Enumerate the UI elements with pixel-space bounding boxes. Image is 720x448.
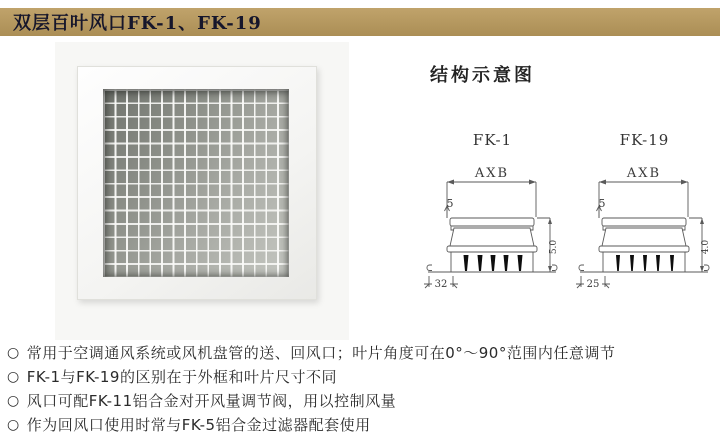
feature-text: 作为回风口使用时常与FK-5铝合金过滤器配套使用	[26, 416, 371, 434]
fk19-dim-top: AXB	[626, 166, 662, 181]
circle-bullet-icon: ○	[7, 369, 20, 385]
fk19-dim-height: 4.0	[701, 239, 711, 255]
fk19-dim-base: 25	[586, 279, 600, 290]
fk1-dim-base: 32	[434, 279, 448, 290]
fk1-label: FK-1	[472, 131, 513, 149]
feature-text: 风口可配FK-11铝合金对开风量调节阀，用以控制风量	[26, 392, 397, 410]
fk19-label: FK-19	[619, 131, 670, 149]
fk19-dim-flange: 5	[598, 197, 606, 210]
fk19-drawing	[572, 161, 717, 312]
list-item	[7, 413, 715, 437]
circle-bullet-icon: ○	[7, 417, 20, 433]
fk1-dim-top: AXB	[474, 166, 510, 181]
product-photo	[55, 42, 349, 340]
structure-heading: 结构示意图	[430, 65, 535, 86]
feature-list	[7, 341, 715, 437]
circle-bullet-icon: ○	[7, 393, 20, 409]
list-item	[7, 365, 715, 389]
vent-frame	[77, 66, 317, 300]
page-title: 双层百叶风口FK-1、FK-19	[13, 13, 262, 34]
list-item	[7, 341, 715, 365]
vent-grid	[103, 89, 289, 277]
feature-text: FK-1与FK-19的区别在于外框和叶片尺寸不同	[26, 368, 337, 386]
header-bar	[0, 8, 720, 36]
feature-text: 常用于空调通风系统或风机盘管的送、回风口；叶片角度可在0°～90°范围内任意调节	[26, 344, 616, 362]
fk1-drawing	[420, 161, 565, 312]
fk1-dim-flange: 5	[446, 197, 454, 210]
circle-bullet-icon: ○	[7, 345, 20, 361]
fk1-dim-height: 5.0	[549, 239, 559, 255]
list-item	[7, 389, 715, 413]
